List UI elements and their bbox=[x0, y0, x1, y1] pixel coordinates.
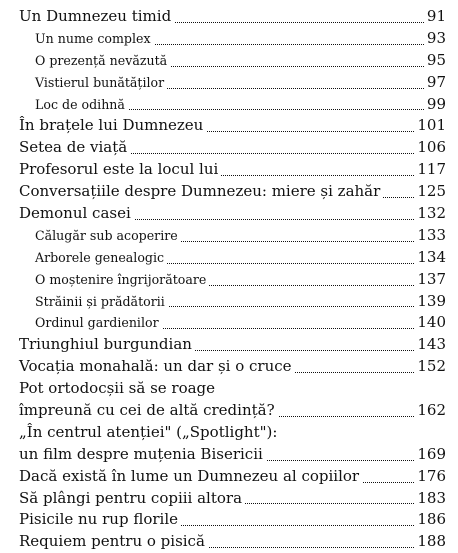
toc-entry-page: 133 bbox=[414, 225, 446, 247]
toc-entry-title: Să plângi pentru copiii altora bbox=[19, 488, 245, 510]
toc-entry-title: Profesorul este la locul lui bbox=[19, 159, 221, 181]
toc-entry-title: Pot ortodocșii să se roage bbox=[19, 378, 218, 400]
toc-entry-title: Conversațiile despre Dumnezeu: miere și zahăr bbox=[19, 181, 383, 203]
toc-subentry bbox=[0, 50, 458, 72]
toc-entry-page: 186 bbox=[414, 509, 446, 531]
toc-entry-title: împreună cu cei de altă credință? bbox=[19, 400, 278, 422]
toc-entry-title: O moștenire îngrijorătoare bbox=[35, 269, 209, 291]
toc-entry-page: 137 bbox=[414, 269, 446, 291]
toc-entry-page: 95 bbox=[424, 50, 446, 72]
toc-entry-title: Străinii și prădătorii bbox=[35, 291, 168, 313]
toc-subentry bbox=[0, 269, 458, 291]
toc-entry-page: 132 bbox=[414, 203, 446, 225]
toc-entry-page: 139 bbox=[414, 291, 446, 313]
toc-entry-title: Setea de viață bbox=[19, 137, 130, 159]
toc-entry-page: 91 bbox=[424, 6, 446, 28]
toc-entry-page: 162 bbox=[414, 400, 446, 422]
toc-entry-first-line bbox=[0, 378, 458, 400]
toc-entry bbox=[0, 137, 458, 159]
toc-entry-title: Un Dumnezeu timid bbox=[19, 6, 174, 28]
toc-entry-title: Vocația monahală: un dar și o cruce bbox=[19, 356, 295, 378]
toc-entry-title: Călugăr sub acoperire bbox=[35, 225, 181, 247]
toc-entry bbox=[0, 115, 458, 137]
toc-entry bbox=[0, 181, 458, 203]
toc-entry-page: 143 bbox=[414, 334, 446, 356]
toc-entry-title: Ordinul gardienilor bbox=[35, 312, 162, 334]
toc-entry bbox=[0, 466, 458, 488]
toc-entry-page: 125 bbox=[414, 181, 446, 203]
toc-entry bbox=[0, 509, 458, 531]
toc-entry bbox=[0, 488, 458, 510]
toc-entry bbox=[0, 6, 458, 28]
toc-entry-title: Un nume complex bbox=[35, 28, 154, 50]
toc-entry-title: În brațele lui Dumnezeu bbox=[19, 115, 206, 137]
toc-entry-page: 188 bbox=[414, 531, 446, 553]
toc-entry-title: O prezență nevăzută bbox=[35, 50, 170, 72]
toc-entry-page: 99 bbox=[424, 94, 446, 116]
toc-entry bbox=[0, 400, 458, 422]
toc-entry-page: 106 bbox=[414, 137, 446, 159]
toc-entry-title: Triunghiul burgundian bbox=[19, 334, 195, 356]
toc-entry-page: 140 bbox=[414, 312, 446, 334]
toc-subentry bbox=[0, 247, 458, 269]
toc-entry-page: 134 bbox=[414, 247, 446, 269]
toc-entry-page: 97 bbox=[424, 72, 446, 94]
toc-entry-title: Vistierul bunătăților bbox=[35, 72, 167, 94]
toc-entry-title: Demonul casei bbox=[19, 203, 134, 225]
toc-entry-title: Requiem pentru o pisică bbox=[19, 531, 208, 553]
toc-entry-page: 169 bbox=[414, 444, 446, 466]
toc-entry-page: 152 bbox=[414, 356, 446, 378]
toc-subentry bbox=[0, 28, 458, 50]
toc-entry-page: 183 bbox=[414, 488, 446, 510]
toc-entry-title: „În centrul atenției" („Spotlight"): bbox=[19, 422, 280, 444]
toc-entry-page: 93 bbox=[424, 28, 446, 50]
toc-subentry bbox=[0, 72, 458, 94]
toc-subentry bbox=[0, 94, 458, 116]
table-of-contents bbox=[0, 6, 458, 553]
toc-entry bbox=[0, 334, 458, 356]
toc-entry-title: Dacă există în lume un Dumnezeu al copiilor bbox=[19, 466, 362, 488]
toc-entry-page: 176 bbox=[414, 466, 446, 488]
toc-subentry bbox=[0, 291, 458, 313]
toc-entry-page: 117 bbox=[414, 159, 446, 181]
toc-entry-title: Loc de odihnă bbox=[35, 94, 128, 116]
toc-entry bbox=[0, 159, 458, 181]
toc-entry-title: Arborele genealogic bbox=[35, 247, 167, 269]
toc-subentry bbox=[0, 312, 458, 334]
toc-entry-title: Pisicile nu rup florile bbox=[19, 509, 181, 531]
toc-entry-first-line bbox=[0, 422, 458, 444]
toc-entry-title: un film despre muțenia Bisericii bbox=[19, 444, 266, 466]
toc-entry bbox=[0, 356, 458, 378]
toc-entry bbox=[0, 203, 458, 225]
toc-subentry bbox=[0, 225, 458, 247]
toc-entry bbox=[0, 444, 458, 466]
toc-entry-page: 101 bbox=[414, 115, 446, 137]
